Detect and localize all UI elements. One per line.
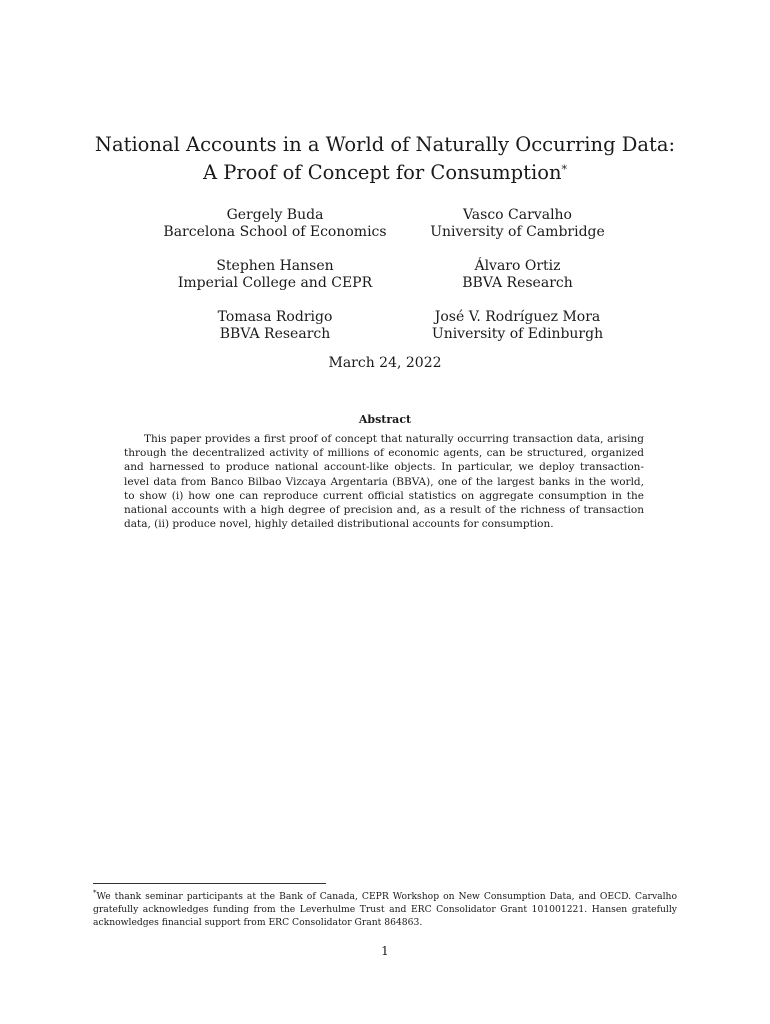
abstract-text: This paper provides a first proof of concept that naturally occurring transaction data, arising through the decentralized activity of millions of economic agents, can be structured, organized and harnessed to produce national account-like objects. In particular, we deploy transaction-level data from Banco Bilbao Vizcaya Argentaria (BBVA), one of the largest banks in the world, to show (i) how one can reproduce current official statistics on aggregate consumption in the national accounts with a high degree of precision and, as a result of the richness of transaction data, (ii) produce novel, highly detailed distributional accounts for consumption.: [124, 433, 644, 531]
author-block: [150, 309, 400, 343]
author-name: Gergely Buda: [226, 207, 324, 223]
author-name: Tomasa Rodrigo: [217, 309, 333, 325]
author-affiliation: Barcelona School of Economics: [163, 224, 387, 240]
author-block: [395, 258, 640, 292]
author-name: Vasco Carvalho: [462, 207, 572, 223]
title-footnote-mark: *: [561, 163, 568, 176]
author-block: [150, 258, 400, 292]
author-affiliation: Imperial College and CEPR: [177, 275, 373, 291]
author-name: Álvaro Ortiz: [474, 258, 561, 274]
author-block: [150, 207, 400, 241]
footnote-rule: [93, 883, 326, 884]
paper-title: [0, 131, 770, 187]
footnote-mark: *: [93, 889, 97, 897]
publication-date: March 24, 2022: [328, 355, 442, 371]
author-affiliation: University of Cambridge: [430, 224, 605, 240]
title-line-1: National Accounts in a World of Naturally Occurring Data:: [94, 133, 676, 156]
footnote-text: We thank seminar participants at the Bank of Canada, CEPR Workshop on New Consumption Data, and OECD. Carvalho gratefully acknowledges funding from the Leverhulme Trust and ERC Consolidator Grant 101001221. Hansen gratefully acknowledges financial support from ERC Consolidator Grant 864863.: [93, 891, 677, 929]
author-name: Stephen Hansen: [216, 258, 334, 274]
title-line-2-text: A Proof of Concept for Consumption: [202, 161, 562, 184]
footnote: [93, 887, 677, 930]
author-affiliation: BBVA Research: [462, 275, 573, 291]
author-name: José V. Rodríguez Mora: [434, 309, 601, 325]
title-line-2: [0, 159, 770, 187]
abstract-heading: Abstract: [358, 413, 412, 426]
page-number: 1: [381, 944, 389, 958]
author-affiliation: University of Edinburgh: [431, 326, 604, 342]
author-block: [395, 309, 640, 343]
author-block: [395, 207, 640, 241]
author-affiliation: BBVA Research: [219, 326, 331, 342]
